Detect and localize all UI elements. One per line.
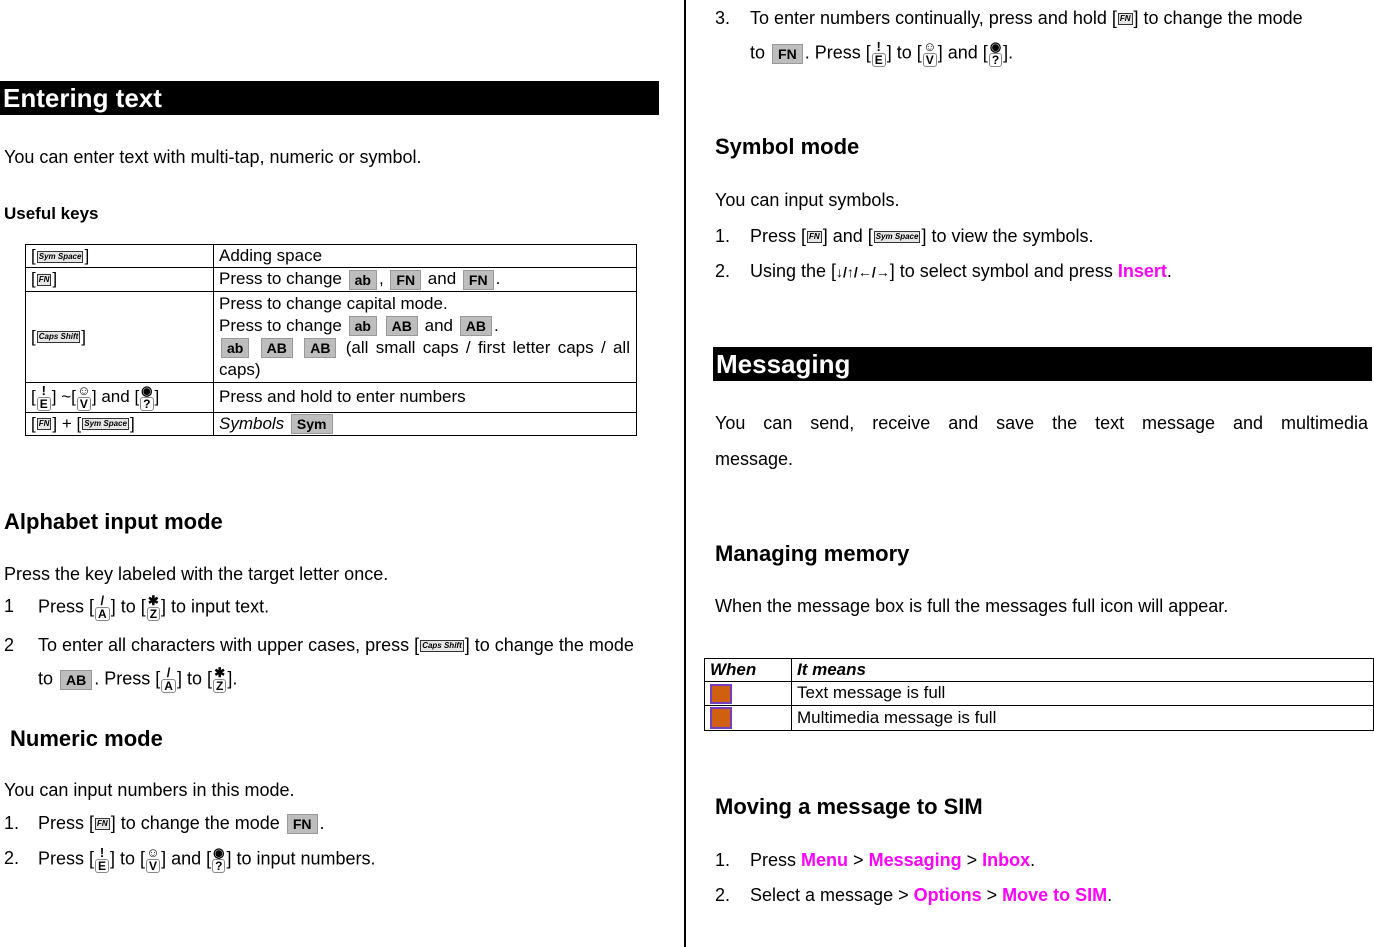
mode-fn-icon: FN (287, 814, 318, 834)
col-header-when: When (705, 659, 792, 682)
symbol-mode-heading: Symbol mode (715, 134, 860, 159)
numeric-intro: You can input numbers in this mode. (4, 780, 295, 800)
key-description: Press to change capital mode. Press to change ab AB and AB . ab AB AB (all small caps / first letter caps / all caps) (214, 291, 637, 382)
mode-ab-icon: ab (349, 270, 377, 290)
fn-key-icon: FN (809, 232, 820, 242)
mode-AB-all-icon: AB (60, 670, 92, 690)
useful-keys-table (25, 244, 637, 436)
insert-label: Insert (1117, 261, 1167, 281)
numeric-item-3: 3. To enter numbers continually, press and hold [ FN ] to change the mode (715, 8, 1303, 28)
mode-sym-icon: Sym (291, 414, 333, 434)
section-title-messaging: Messaging (713, 347, 1372, 381)
key-description: Adding space (214, 245, 637, 268)
sym-space-key-icon: Sym Space (38, 251, 82, 261)
table-row (705, 682, 1374, 706)
table-row: [ FN ] + [ Sym Space ] Symbols Sym (26, 412, 637, 436)
table-row: [ Sym Space ] Adding space (26, 245, 637, 268)
memory-intro: When the message box is full the messages full icon will appear. (715, 596, 1229, 616)
key-1-icon: ! E (95, 846, 109, 873)
mode-fn-icon: FN (772, 44, 803, 64)
key-a-icon: / A (161, 666, 176, 693)
moving-item-2: 2. Select a message > Options > Move to SIM. (715, 885, 1113, 905)
key-0-icon: ◉ ? (213, 845, 225, 873)
key-description: Press and hold to enter numbers (214, 382, 637, 412)
symbol-item-1: 1. Press [ FN ] and [ Sym Space ] to view the symbols. (715, 226, 1094, 246)
menu-link: Menu (801, 850, 849, 870)
entering-text-intro: You can enter text with multi-tap, numeric or symbol. (4, 147, 422, 167)
symbol-item-2: 2. Using the [↓/↑/←/→] to select symbol and press Insert. (715, 261, 1172, 281)
key-description: Symbols Sym (214, 412, 637, 436)
useful-keys-heading: Useful keys (4, 204, 99, 223)
meaning-cell: Text message is full (792, 682, 1374, 706)
key-1-icon: ! E (37, 384, 51, 411)
options-link: Options (913, 885, 982, 905)
table-row: [ ! E ] ~[ ☺ V ] and [ ◉ ? ] Press and hold to enter numbers (26, 382, 637, 412)
symbol-intro: You can input symbols. (715, 190, 900, 210)
moving-item-1: 1. Press Menu > Messaging > Inbox. (715, 850, 1036, 870)
fn-key-icon: FN (38, 274, 50, 284)
caps-shift-key-icon: Caps Shift (38, 332, 79, 342)
key-9-icon: ☺ V (77, 382, 91, 411)
alphabet-item-2: 2 To enter all characters with upper cases, press [ Caps Shift ] to change the mode (4, 635, 634, 655)
alphabet-item-2-cont: to AB . Press [ / A ] to [ ✱ Z ]. (38, 665, 238, 693)
column-divider (684, 0, 686, 947)
mode-fn-icon: FN (463, 270, 494, 290)
managing-memory-heading: Managing memory (715, 541, 910, 566)
table-row (705, 659, 1374, 682)
key-z-icon: ✱ Z (147, 593, 159, 621)
section-title-entering-text: Entering text (0, 81, 659, 115)
numeric-item-3-cont: to FN . Press [ ! E ] to [ ☺ V ] and [ ◉ ? ]. (750, 39, 1014, 67)
moving-to-sim-heading: Moving a message to SIM (715, 794, 983, 819)
alphabet-mode-heading: Alphabet input mode (4, 509, 223, 534)
left-column (0, 0, 684, 947)
move-to-sim-link: Move to SIM (1002, 885, 1108, 905)
memory-table (704, 658, 1374, 731)
messaging-intro-line1: You can send, receive and save the text message and multimedia (715, 413, 1368, 433)
key-description: Press to change ab , FN and FN . (214, 268, 637, 292)
key-0-icon: ◉ ? (989, 39, 1002, 67)
right-column (688, 0, 1374, 947)
meaning-cell: Multimedia message is full (792, 705, 1374, 730)
sym-space-key-icon: Sym Space (84, 419, 127, 429)
numeric-item-2: 2. Press [ ! E ] to [ ☺ V ] and [ ◉ ? ] to input numbers. (4, 845, 376, 873)
mode-AB-all-icon: AB (460, 316, 492, 336)
key-1-icon: ! E (872, 40, 886, 67)
table-row: [ Caps Shift ] Press to change capital mode. Press to change ab AB and AB . ab AB AB (all small caps / first letter caps / all caps) (26, 291, 637, 382)
key-9-icon: ☺ V (923, 39, 937, 67)
table-row: [ FN ] Press to change ab , FN and FN . (26, 268, 637, 292)
mode-AB-all-icon: AB (304, 338, 336, 358)
mode-fn-icon: FN (390, 270, 421, 290)
table-row (705, 705, 1374, 730)
messaging-link: Messaging (868, 850, 962, 870)
multimedia-message-full-icon (710, 707, 732, 729)
messaging-intro-line2: message. (715, 449, 794, 469)
mode-ab-icon: ab (349, 316, 377, 336)
mode-AB-first-icon: AB (261, 338, 293, 358)
col-header-means: It means (792, 659, 1374, 682)
alphabet-item-1: 1 Press [ / A ] to [ ✱ Z ] to input text. (4, 593, 270, 621)
key-a-icon: / A (95, 594, 110, 621)
mode-ab-icon: ab (221, 338, 249, 358)
mode-AB-first-icon: AB (386, 316, 418, 336)
fn-key-icon: FN (1119, 14, 1131, 24)
caps-shift-key-icon: Caps Shift (422, 641, 462, 651)
inbox-link: Inbox (982, 850, 1031, 870)
key-9-icon: ☺ V (146, 845, 160, 873)
fn-key-icon: FN (97, 819, 108, 829)
alphabet-intro: Press the key labeled with the target letter once. (4, 564, 389, 584)
text-message-full-icon (710, 684, 732, 704)
fn-key-icon: FN (38, 419, 50, 429)
key-0-icon: ◉ ? (141, 382, 153, 411)
nav-keys-icon: ↓/↑/←/→ (836, 264, 890, 280)
numeric-mode-heading: Numeric mode (10, 726, 163, 751)
sym-space-key-icon: Sym Space (875, 232, 919, 242)
key-z-icon: ✱ Z (214, 665, 226, 693)
numeric-item-1: 1. Press [ FN ] to change the mode FN . (4, 813, 325, 833)
